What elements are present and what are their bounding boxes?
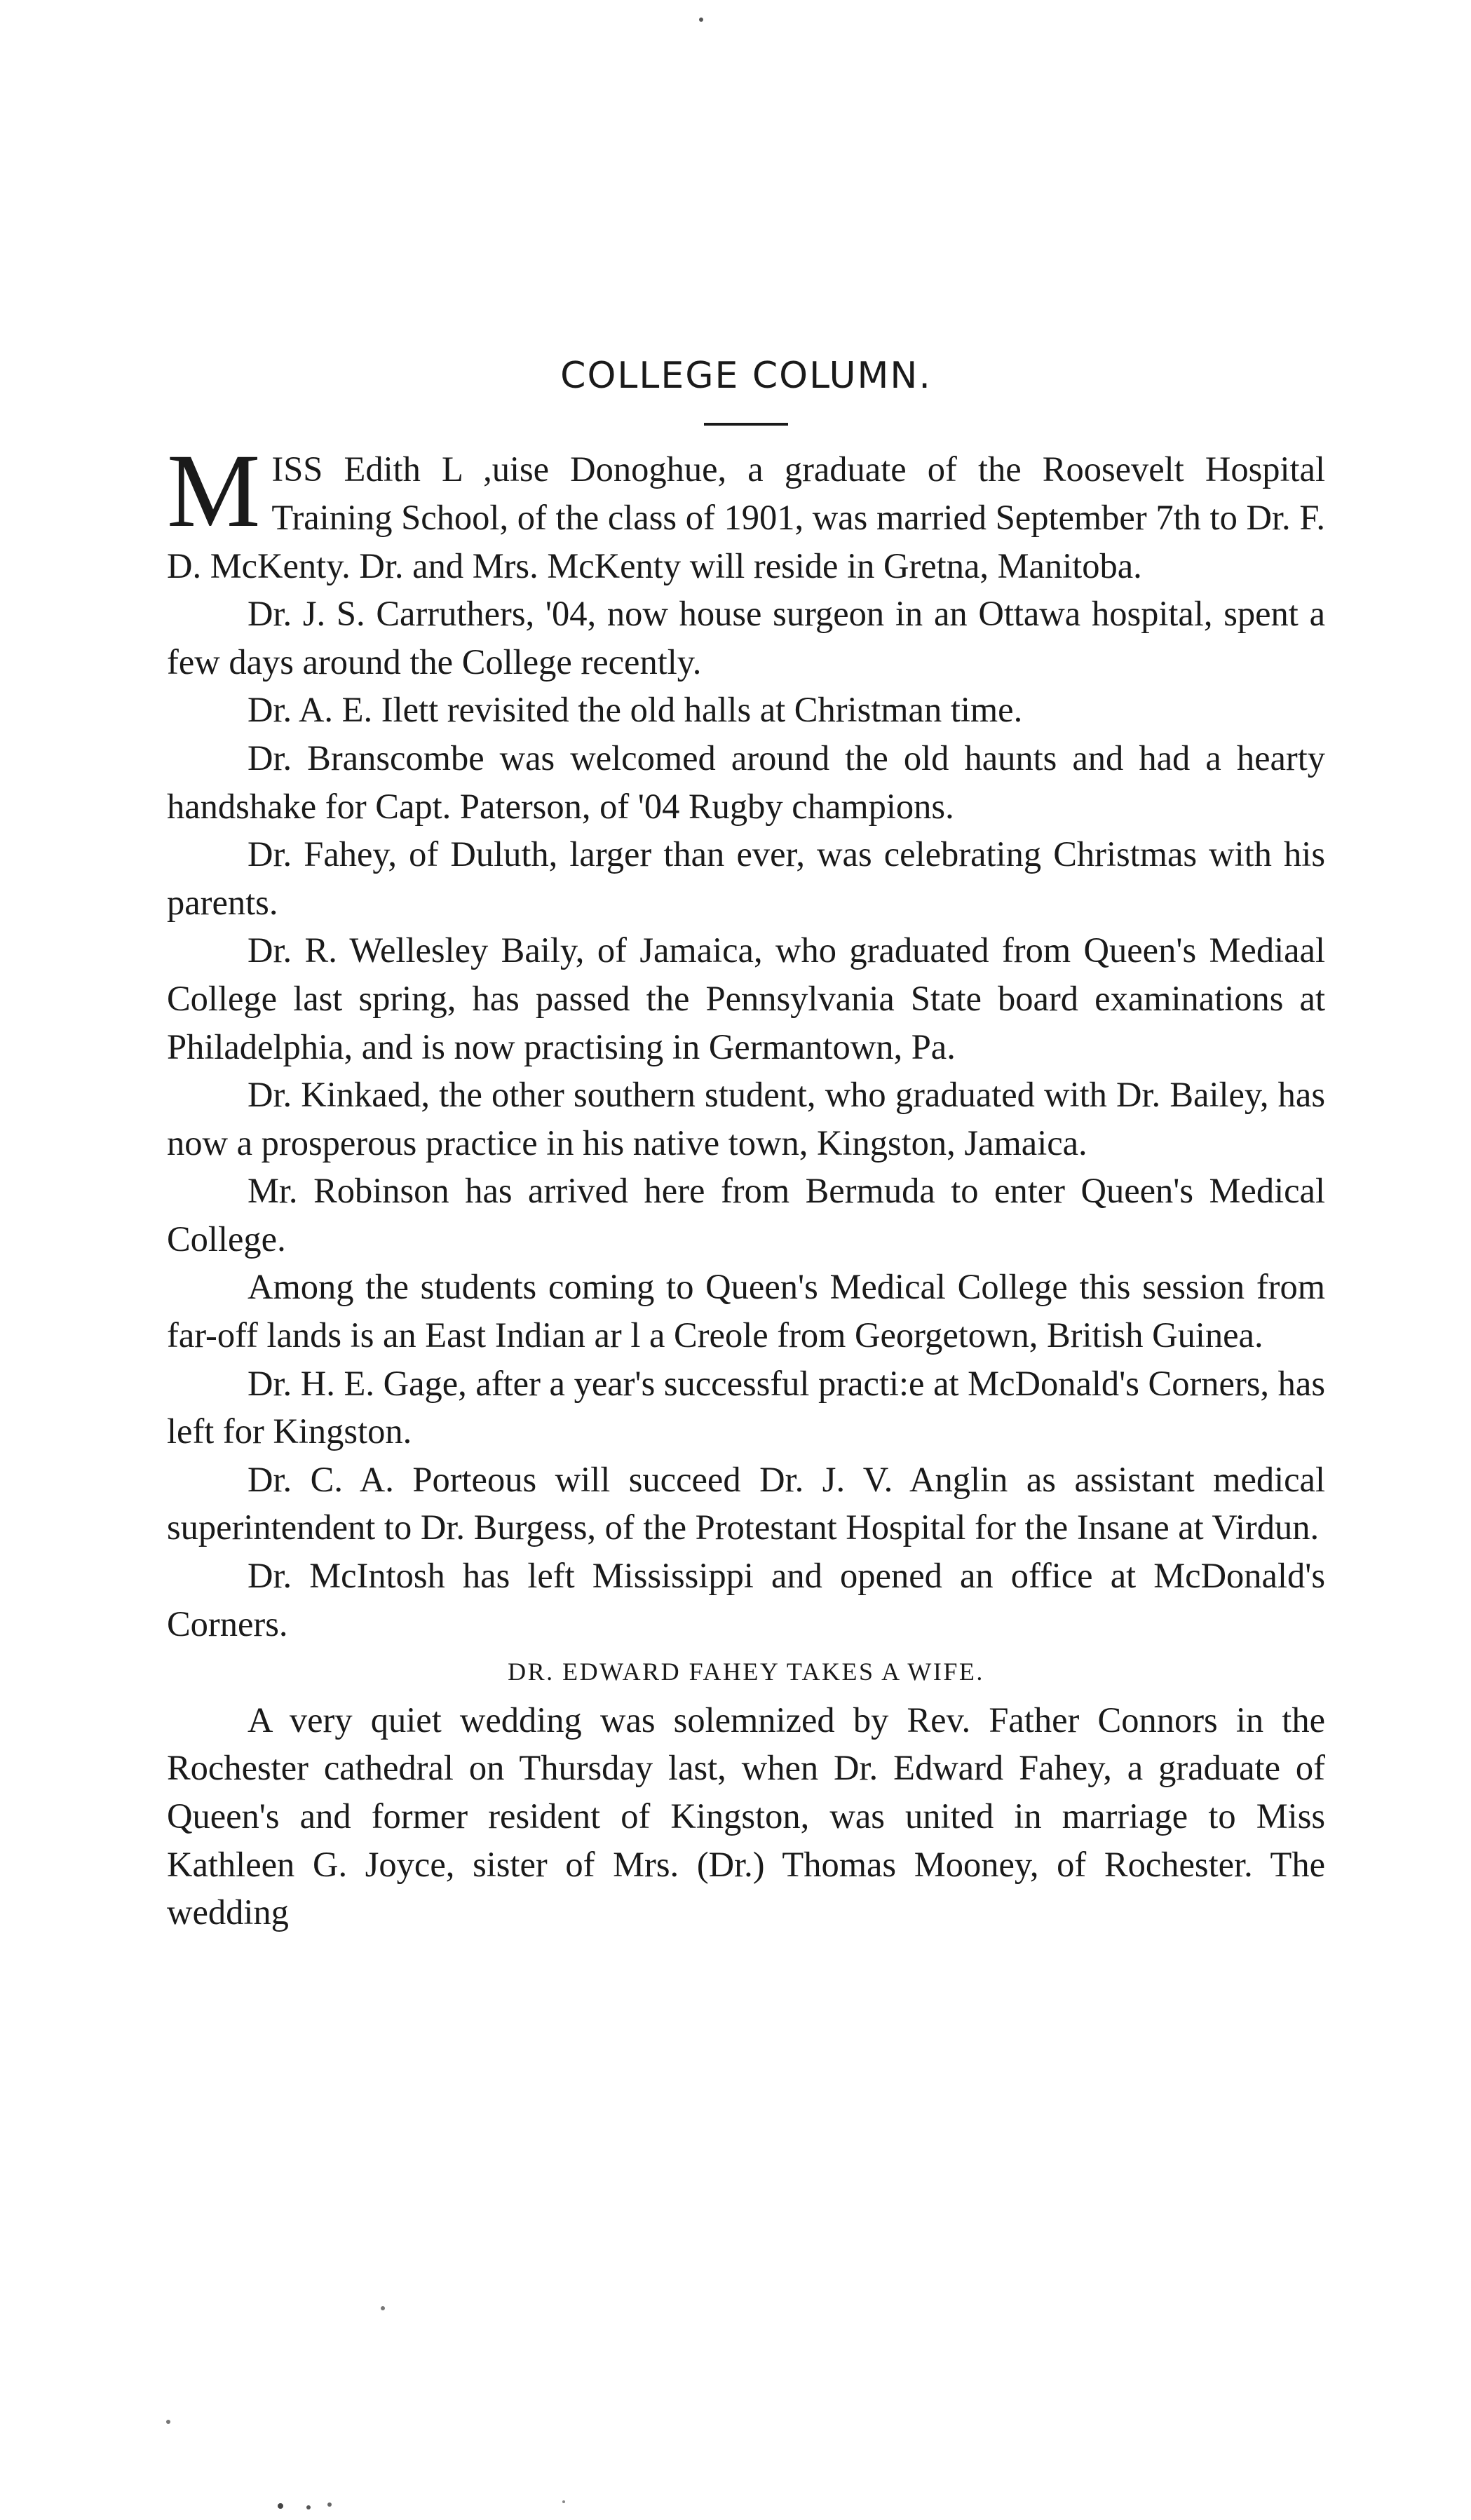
paragraph-wedding: A very quiet wedding was solemnized by Rev. Father Connors in the Rochester cathedral on Thursday last, when Dr. Edward Fahey, a graduate of Queen's and former resident of Kingston, was united in marriage to Miss Kathleen G. Joyce, sister of Mrs. (Dr.) Thomas Mooney, of Rochester. The wedding xyxy=(167,1700,1325,1932)
paragraph-carruthers: Dr. J. S. Carruthers, '04, now house surgeon in an Ottawa hospital, spent a few days around the College recently. xyxy=(167,594,1325,682)
first-paragraph xyxy=(167,433,1325,590)
paragraph-ilett: Dr. A. E. Ilett revisited the old halls at Christman time. xyxy=(248,690,1023,730)
drop-cap: M xyxy=(167,433,261,550)
paragraph-baily: Dr. R. Wellesley Baily, of Jamaica, who graduated from Queen's Mediaal College last spring, has passed the Pennsylvania State board examinations at Philadelphia, and is now practising in Germantown, Pa. xyxy=(167,930,1325,1066)
paragraph-fahey: Dr. Fahey, of Duluth, larger than ever, was celebrating Christmas with his parents. xyxy=(167,834,1325,922)
paragraph-kinkaed: Dr. Kinkaed, the other southern student, who graduated with Dr. Bailey, has now a prosperous practice in his native town, Kingston, Jamaica. xyxy=(167,1075,1325,1163)
heading-rule xyxy=(704,423,788,426)
paragraph-robinson: Mr. Robinson has arrived here from Bermuda to enter Queen's Medical College. xyxy=(167,1171,1325,1259)
paragraph-porteous: Dr. C. A. Porteous will succeed Dr. J. V. Anglin as assistant medical superintendent to Dr. Burgess, of the Protestant Hospital for the Insane at Virdun. xyxy=(167,1459,1325,1547)
paragraph-mcintosh: Dr. McIntosh has left Mississippi and opened an office at McDonald's Corners. xyxy=(167,1556,1325,1644)
article-page xyxy=(167,354,1325,1937)
paragraph-gage: Dr. H. E. Gage, after a year's successful practi:e at McDonald's Corners, has left for Kingston. xyxy=(167,1363,1325,1451)
paragraph-students: Among the students coming to Queen's Medical College this session from far-off lands is an East Indian ar l a Creole from Georgetown, British Guinea. xyxy=(167,1267,1325,1355)
paragraph-branscombe: Dr. Branscombe was welcomed around the old haunts and had a hearty handshake for Capt. Paterson, of '04 Rugby champions. xyxy=(167,738,1325,826)
wedding-subheading: DR. EDWARD FAHEY TAKES A WIFE. xyxy=(508,1658,984,1686)
column-heading: COLLEGE COLUMN. xyxy=(560,355,932,397)
first-paragraph-text: ISS Edith L ,uise Donoghue, a graduate of the Roosevelt Hospital Training School, of the class of 1901, was married September 7th to Dr. F. D. McKenty. Dr. and Mrs. McKenty will reside in Gretna, Manitoba. xyxy=(167,449,1325,585)
